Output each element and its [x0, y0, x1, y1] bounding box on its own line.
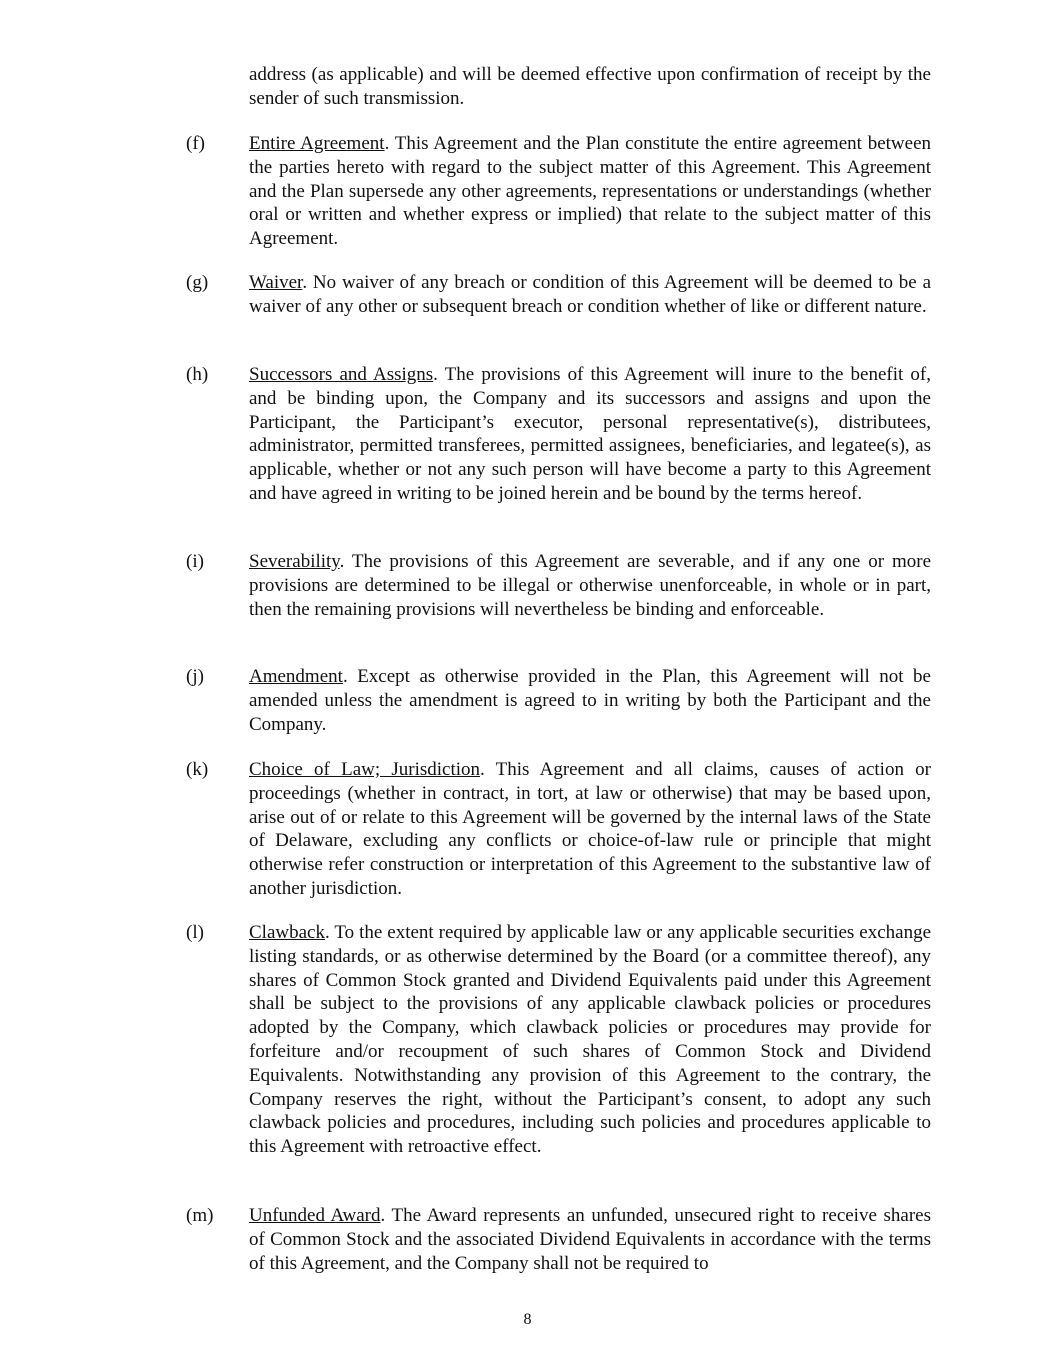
- section-text: . This Agreement and the Plan constitute the entire agreement between the parties hereto with regard to the subject matter of this Agreement. This Agreement and the Plan supersede any other agreements, representations or understandings (whether oral or written and whether express or implied) that relate to the subject matter of this Agreement.: [249, 133, 931, 250]
- section-heading: Successors and Assigns: [249, 364, 434, 385]
- section-text: . Except as otherwise provided in the Plan, this Agreement will not be amended unless the amendment is agreed to in writing by both the Participant and the Company.: [249, 666, 931, 735]
- section-heading: Amendment: [249, 666, 343, 687]
- section-text: . The provisions of this Agreement are severable, and if any one or more provisions are determined to be illegal or otherwise unenforceable, in whole or in part, then the remaining provisions will nevertheless be binding and enforceable.: [249, 551, 931, 620]
- section-heading: Entire Agreement: [249, 133, 385, 154]
- section-body: [249, 271, 931, 319]
- section-body: [249, 758, 931, 901]
- section-text: . This Agreement and all claims, causes of action or proceedings (whether in contract, in tort, at law or otherwise) that may be based upon, arise out of or relate to this Agreement will be governed by the internal laws of the State of Delaware, excluding any conflicts or choice-of-law rule or principle that might otherwise refer construction or interpretation of this Agreement to the substantive law of another jurisdiction.: [249, 759, 931, 899]
- section-text: . To the extent required by applicable law or any applicable securities exchange listing standards, or as otherwise determined by the Board (or a committee thereof), any shares of Common Stock granted and Dividend Equivalents paid under this Agreement shall be subject to the provisions of any applicable clawback policies or procedures adopted by the Company, which clawback policies or procedures may provide for forfeiture and/or recoupment of such shares of Common Stock and Dividend Equivalents. Notwithstanding any provision of this Agreement to the contrary, the Company reserves the right, without the Participant’s consent, to adopt any such clawback policies and procedures, including such policies and procedures applicable to this Agreement with retroactive effect.: [249, 922, 931, 1158]
- section-body: [249, 665, 931, 736]
- section-body: [249, 363, 931, 506]
- section-text: . The Award represents an unfunded, unsecured right to receive shares of Common Stock and the associated Dividend Equivalents in accordance with the terms of this Agreement, and the Company shall not be required to: [249, 1205, 931, 1274]
- section-body: [249, 921, 931, 1159]
- section-body: [249, 1204, 931, 1275]
- section-heading: Waiver: [249, 272, 303, 293]
- continuation-paragraph: address (as applicable) and will be deemed effective upon confirmation of receipt by the sender of such transmission.: [249, 64, 931, 109]
- section-body: [249, 132, 931, 251]
- section-label: (l): [186, 922, 204, 943]
- section-label: (k): [186, 759, 209, 780]
- section-heading: Unfunded Award: [249, 1205, 381, 1226]
- section-label: (m): [186, 1205, 214, 1226]
- section-label: (h): [186, 364, 209, 385]
- section-text: . The provisions of this Agreement will inure to the benefit of, and be binding upon, the Company and its successors and assigns and upon the Participant, the Participant’s executor, personal representative(s), distributees, administrator, permitted transferees, permitted assignees, beneficiaries, and legatee(s), as applicable, whether or not any such person will have become a party to this Agreement and have agreed in writing to be joined herein and be bound by the terms hereof.: [249, 364, 931, 504]
- section-heading: Clawback: [249, 922, 325, 943]
- section-heading: Severability: [249, 551, 340, 572]
- section-label: (g): [186, 272, 209, 293]
- page-number: 8: [523, 1311, 532, 1328]
- section-body: [249, 550, 931, 621]
- section-label: (i): [186, 551, 204, 572]
- section-heading: Choice of Law; Jurisdiction: [249, 759, 481, 780]
- section-label: (f): [186, 133, 205, 154]
- section-label: (j): [186, 666, 204, 687]
- section-text: . No waiver of any breach or condition of this Agreement will be deemed to be a waiver of any other or subsequent breach or condition whether of like or different nature.: [249, 272, 931, 317]
